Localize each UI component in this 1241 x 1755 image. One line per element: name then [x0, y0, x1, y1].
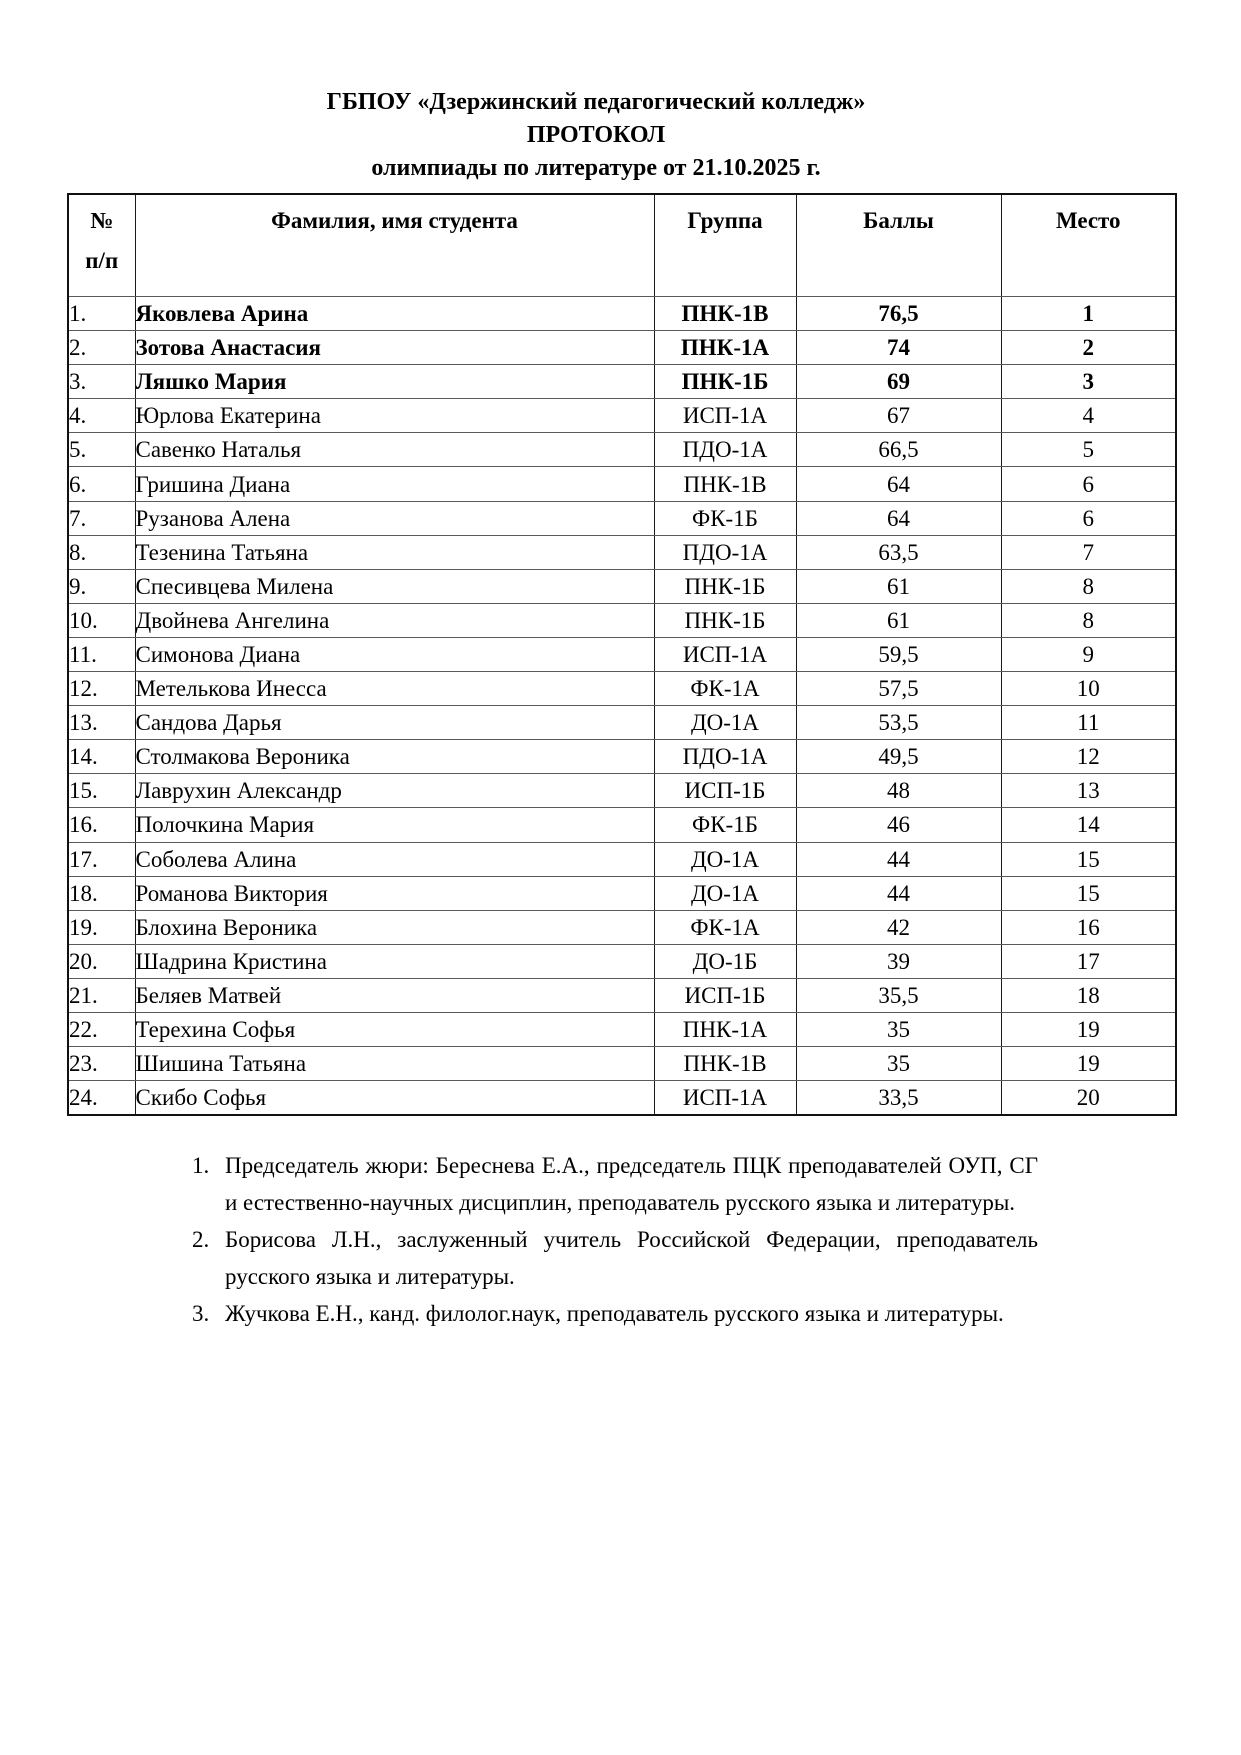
- header-place: Место: [1001, 194, 1176, 297]
- table-row: [68, 876, 1176, 910]
- table-row: [68, 399, 1176, 433]
- cell-num: 5.: [68, 433, 135, 467]
- table-row: [68, 944, 1176, 978]
- table-row: [68, 569, 1176, 603]
- cell-name: Шадрина Кристина: [135, 944, 654, 978]
- cell-group: ДО-1А: [654, 876, 796, 910]
- header-row: [68, 194, 1176, 297]
- jury-item: [192, 1147, 1038, 1221]
- cell-place: 10: [1001, 672, 1176, 706]
- table-row: [68, 1047, 1176, 1081]
- cell-score: 74: [796, 331, 1001, 365]
- cell-num: 1.: [68, 297, 135, 331]
- cell-group: ФК-1Б: [654, 501, 796, 535]
- jury-item: [192, 1221, 1038, 1295]
- cell-group: ПНК-1В: [654, 467, 796, 501]
- table-row: [68, 603, 1176, 637]
- cell-place: 2: [1001, 331, 1176, 365]
- cell-num: 4.: [68, 399, 135, 433]
- jury-item-text: Борисова Л.Н., заслуженный учитель Российской Федерации, преподаватель русского языка и литературы.: [225, 1227, 1038, 1290]
- table-row: [68, 842, 1176, 876]
- table-row: [68, 706, 1176, 740]
- document-title: [67, 0, 1125, 185]
- cell-group: ФК-1А: [654, 672, 796, 706]
- table-row: [68, 672, 1176, 706]
- cell-num: 12.: [68, 672, 135, 706]
- cell-score: 39: [796, 944, 1001, 978]
- cell-score: 42: [796, 910, 1001, 944]
- cell-place: 16: [1001, 910, 1176, 944]
- cell-num: 17.: [68, 842, 135, 876]
- table-row: [68, 774, 1176, 808]
- cell-place: 1: [1001, 297, 1176, 331]
- cell-place: 15: [1001, 842, 1176, 876]
- cell-name: Терехина Софья: [135, 1012, 654, 1046]
- cell-score: 53,5: [796, 706, 1001, 740]
- cell-group: ПНК-1В: [654, 1047, 796, 1081]
- cell-group: ИСП-1Б: [654, 774, 796, 808]
- cell-num: 7.: [68, 501, 135, 535]
- cell-score: 44: [796, 876, 1001, 910]
- cell-place: 11: [1001, 706, 1176, 740]
- header-name: Фамилия, имя студента: [135, 194, 654, 297]
- cell-group: ПНК-1Б: [654, 365, 796, 399]
- cell-place: 7: [1001, 535, 1176, 569]
- cell-group: ДО-1Б: [654, 944, 796, 978]
- cell-name: Полочкина Мария: [135, 808, 654, 842]
- results-table-header: [68, 194, 1176, 297]
- cell-score: 44: [796, 842, 1001, 876]
- table-row: [68, 740, 1176, 774]
- cell-score: 61: [796, 569, 1001, 603]
- cell-score: 69: [796, 365, 1001, 399]
- cell-place: 17: [1001, 944, 1176, 978]
- cell-group: ПНК-1Б: [654, 603, 796, 637]
- cell-group: ПНК-1В: [654, 297, 796, 331]
- cell-name: Ляшко Мария: [135, 365, 654, 399]
- jury-item-marker: 1.: [192, 1153, 210, 1179]
- cell-place: 6: [1001, 501, 1176, 535]
- table-row: [68, 637, 1176, 671]
- cell-group: ПНК-1А: [654, 331, 796, 365]
- cell-score: 49,5: [796, 740, 1001, 774]
- cell-name: Гришина Диана: [135, 467, 654, 501]
- cell-group: ПДО-1А: [654, 535, 796, 569]
- header-num-line1: №: [90, 208, 114, 233]
- jury-item-text: Председатель жюри: Береснева Е.А., председатель ПЦК преподавателей ОУП, СГ и естественно-научных дисциплин, преподаватель русского языка и литературы.: [225, 1153, 1038, 1216]
- table-row: [68, 808, 1176, 842]
- cell-group: ИСП-1Б: [654, 978, 796, 1012]
- cell-name: Тезенина Татьяна: [135, 535, 654, 569]
- cell-place: 20: [1001, 1081, 1176, 1116]
- cell-place: 5: [1001, 433, 1176, 467]
- cell-name: Сандова Дарья: [135, 706, 654, 740]
- cell-num: 19.: [68, 910, 135, 944]
- cell-num: 20.: [68, 944, 135, 978]
- cell-place: 18: [1001, 978, 1176, 1012]
- cell-score: 46: [796, 808, 1001, 842]
- cell-name: Двойнева Ангелина: [135, 603, 654, 637]
- cell-name: Блохина Вероника: [135, 910, 654, 944]
- cell-num: 2.: [68, 331, 135, 365]
- cell-num: 6.: [68, 467, 135, 501]
- table-row: [68, 1012, 1176, 1046]
- cell-num: 3.: [68, 365, 135, 399]
- cell-place: 4: [1001, 399, 1176, 433]
- cell-num: 24.: [68, 1081, 135, 1116]
- table-row: [68, 297, 1176, 331]
- cell-score: 35: [796, 1012, 1001, 1046]
- cell-name: Лаврухин Александр: [135, 774, 654, 808]
- cell-name: Спесивцева Милена: [135, 569, 654, 603]
- cell-place: 9: [1001, 637, 1176, 671]
- cell-name: Симонова Диана: [135, 637, 654, 671]
- cell-num: 14.: [68, 740, 135, 774]
- table-row: [68, 467, 1176, 501]
- results-table: [67, 193, 1177, 1116]
- cell-score: 35,5: [796, 978, 1001, 1012]
- cell-name: Столмакова Вероника: [135, 740, 654, 774]
- cell-score: 66,5: [796, 433, 1001, 467]
- cell-num: 23.: [68, 1047, 135, 1081]
- jury-item-text: Жучкова Е.Н., канд. филолог.наук, преподаватель русского языка и литературы.: [225, 1301, 1004, 1327]
- cell-score: 76,5: [796, 297, 1001, 331]
- cell-num: 13.: [68, 706, 135, 740]
- cell-score: 61: [796, 603, 1001, 637]
- cell-score: 59,5: [796, 637, 1001, 671]
- cell-score: 33,5: [796, 1081, 1001, 1116]
- cell-name: Савенко Наталья: [135, 433, 654, 467]
- cell-score: 63,5: [796, 535, 1001, 569]
- header-num: [68, 194, 135, 297]
- jury-item-marker: 3.: [192, 1301, 210, 1327]
- cell-group: ПНК-1Б: [654, 569, 796, 603]
- table-row: [68, 501, 1176, 535]
- header-score: Баллы: [796, 194, 1001, 297]
- cell-group: ПДО-1А: [654, 433, 796, 467]
- cell-group: ИСП-1А: [654, 1081, 796, 1116]
- jury-list: [192, 1147, 1038, 1332]
- cell-score: 57,5: [796, 672, 1001, 706]
- cell-num: 21.: [68, 978, 135, 1012]
- cell-score: 64: [796, 467, 1001, 501]
- cell-num: 10.: [68, 603, 135, 637]
- cell-place: 13: [1001, 774, 1176, 808]
- cell-group: ФК-1Б: [654, 808, 796, 842]
- cell-name: Соболева Алина: [135, 842, 654, 876]
- cell-score: 67: [796, 399, 1001, 433]
- cell-num: 11.: [68, 637, 135, 671]
- cell-place: 8: [1001, 603, 1176, 637]
- cell-num: 8.: [68, 535, 135, 569]
- jury-item-marker: 2.: [192, 1227, 210, 1253]
- cell-group: ФК-1А: [654, 910, 796, 944]
- cell-place: 3: [1001, 365, 1176, 399]
- cell-name: Беляев Матвей: [135, 978, 654, 1012]
- jury-item: [192, 1295, 1038, 1332]
- cell-name: Романова Виктория: [135, 876, 654, 910]
- cell-group: ИСП-1А: [654, 399, 796, 433]
- header-num-line2: п/п: [85, 248, 119, 273]
- cell-name: Рузанова Алена: [135, 501, 654, 535]
- cell-place: 6: [1001, 467, 1176, 501]
- cell-name: Зотова Анастасия: [135, 331, 654, 365]
- cell-place: 19: [1001, 1047, 1176, 1081]
- cell-num: 15.: [68, 774, 135, 808]
- cell-group: ИСП-1А: [654, 637, 796, 671]
- cell-num: 18.: [68, 876, 135, 910]
- table-row: [68, 535, 1176, 569]
- table-row: [68, 331, 1176, 365]
- cell-place: 12: [1001, 740, 1176, 774]
- cell-name: Яковлева Арина: [135, 297, 654, 331]
- cell-place: 19: [1001, 1012, 1176, 1046]
- table-row: [68, 910, 1176, 944]
- cell-name: Юрлова Екатерина: [135, 399, 654, 433]
- title-line-protocol: ПРОТОКОЛ: [526, 122, 666, 148]
- cell-name: Скибо Софья: [135, 1081, 654, 1116]
- cell-group: ПДО-1А: [654, 740, 796, 774]
- cell-score: 48: [796, 774, 1001, 808]
- title-line-olympiad-date: олимпиады по литературе от 21.10.2025 г.: [371, 155, 821, 181]
- cell-group: ПНК-1А: [654, 1012, 796, 1046]
- table-row: [68, 433, 1176, 467]
- cell-group: ДО-1А: [654, 842, 796, 876]
- table-row: [68, 1081, 1176, 1116]
- cell-group: ДО-1А: [654, 706, 796, 740]
- header-group: Группа: [654, 194, 796, 297]
- cell-num: 16.: [68, 808, 135, 842]
- cell-num: 22.: [68, 1012, 135, 1046]
- cell-place: 15: [1001, 876, 1176, 910]
- cell-name: Шишина Татьяна: [135, 1047, 654, 1081]
- cell-place: 14: [1001, 808, 1176, 842]
- title-line-college: ГБПОУ «Дзержинский педагогический колледж»: [326, 89, 866, 115]
- cell-num: 9.: [68, 569, 135, 603]
- cell-score: 64: [796, 501, 1001, 535]
- table-row: [68, 365, 1176, 399]
- table-row: [68, 978, 1176, 1012]
- cell-score: 35: [796, 1047, 1001, 1081]
- cell-place: 8: [1001, 569, 1176, 603]
- results-table-body: [68, 297, 1176, 1116]
- cell-name: Метелькова Инесса: [135, 672, 654, 706]
